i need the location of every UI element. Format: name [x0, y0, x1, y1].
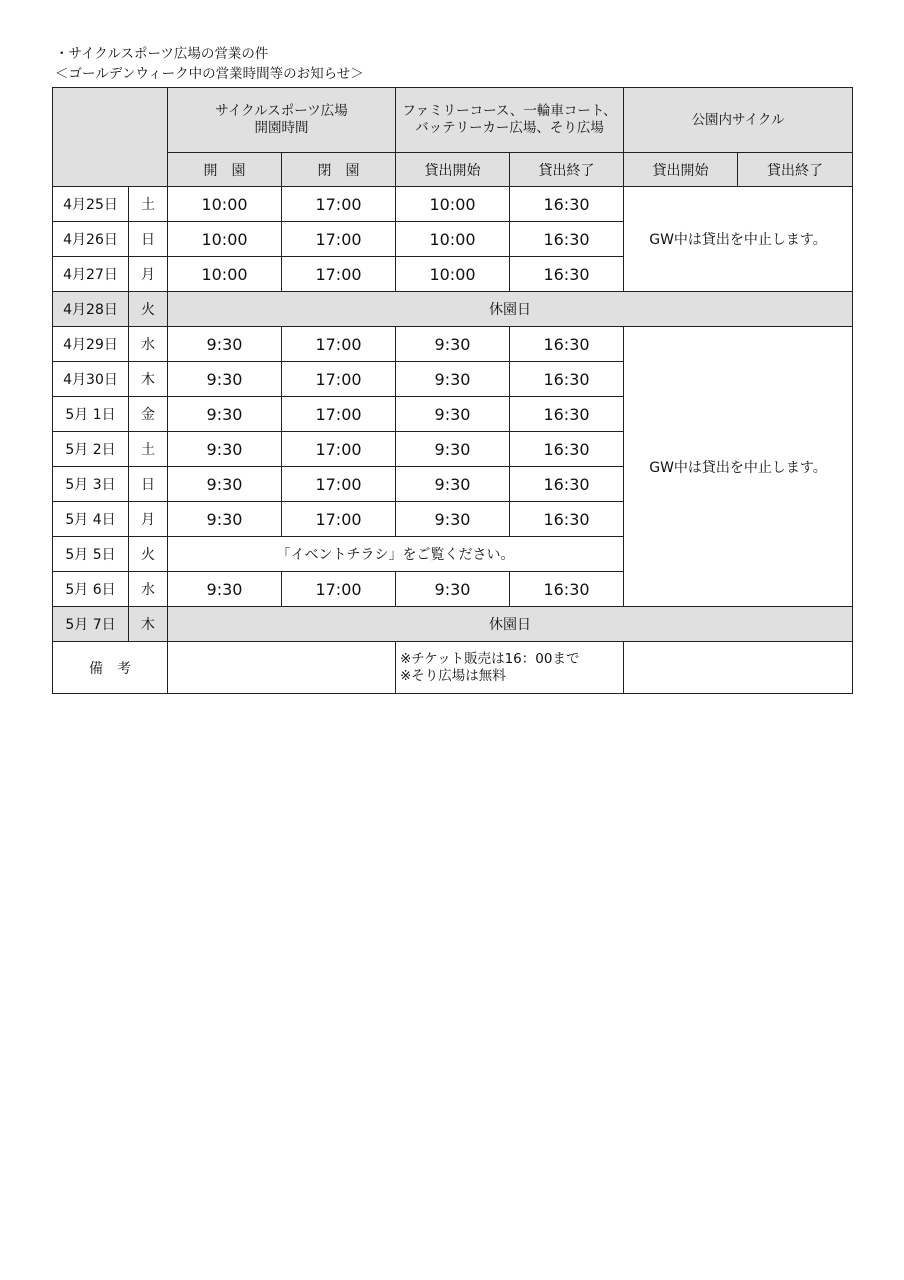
rent-start-cell: 10:00 — [396, 187, 510, 222]
closed-day-cell: 休園日 — [168, 607, 853, 642]
rent-start-cell: 9:30 — [396, 327, 510, 362]
rent-start-cell: 9:30 — [396, 362, 510, 397]
open-time-cell: 10:00 — [168, 222, 282, 257]
close-time-cell: 17:00 — [282, 257, 396, 292]
rent-start-cell: 9:30 — [396, 502, 510, 537]
date-cell: 5月 1日 — [53, 397, 129, 432]
close-time-cell: 17:00 — [282, 467, 396, 502]
date-cell: 4月25日 — [53, 187, 129, 222]
rent-end-cell: 16:30 — [510, 432, 624, 467]
weekday-cell: 木 — [129, 362, 168, 397]
rent-end-cell: 16:30 — [510, 572, 624, 607]
rent-end-cell: 16:30 — [510, 187, 624, 222]
date-cell: 5月 4日 — [53, 502, 129, 537]
rent-start-cell: 9:30 — [396, 432, 510, 467]
rent-end-cell: 16:30 — [510, 397, 624, 432]
document-title: ・サイクルスポーツ広場の営業の件 — [55, 46, 269, 62]
date-cell: 5月 7日 — [53, 607, 129, 642]
close-time-cell: 17:00 — [282, 572, 396, 607]
close-time-cell: 17:00 — [282, 397, 396, 432]
weekday-cell: 月 — [129, 257, 168, 292]
date-cell: 4月28日 — [53, 292, 129, 327]
notes-cycle-plaza-cell — [168, 642, 396, 694]
weekday-cell: 日 — [129, 467, 168, 502]
date-cell: 5月 6日 — [53, 572, 129, 607]
header-row-columns — [53, 153, 853, 187]
open-time-cell: 9:30 — [168, 397, 282, 432]
table-row — [53, 327, 853, 362]
closed-day-cell: 休園日 — [168, 292, 853, 327]
cycle-notice-cell: GW中は貸出を中止します。 — [624, 187, 853, 292]
header-cycle-rent-end: 貸出終了 — [738, 153, 853, 187]
open-time-cell: 9:30 — [168, 572, 282, 607]
rent-end-cell: 16:30 — [510, 467, 624, 502]
open-time-cell: 9:30 — [168, 362, 282, 397]
open-time-cell: 10:00 — [168, 257, 282, 292]
schedule-table — [52, 87, 853, 694]
header-cycle-sports-plaza — [168, 88, 396, 153]
table-row-closed — [53, 607, 853, 642]
weekday-cell: 土 — [129, 187, 168, 222]
rent-end-cell: 16:30 — [510, 222, 624, 257]
header-park-cycle: 公園内サイクル — [624, 88, 853, 153]
date-cell: 5月 3日 — [53, 467, 129, 502]
table-row — [53, 187, 853, 222]
rent-start-cell: 9:30 — [396, 397, 510, 432]
weekday-cell: 月 — [129, 502, 168, 537]
table-row-closed — [53, 292, 853, 327]
notes-label: 備 考 — [53, 642, 168, 694]
header-family-course-line2: バッテリーカー広場、そり広場 — [415, 120, 604, 136]
rent-start-cell: 9:30 — [396, 467, 510, 502]
weekday-cell: 水 — [129, 572, 168, 607]
rent-end-cell: 16:30 — [510, 362, 624, 397]
close-time-cell: 17:00 — [282, 187, 396, 222]
notes-row — [53, 642, 853, 694]
rent-end-cell: 16:30 — [510, 327, 624, 362]
open-time-cell: 9:30 — [168, 502, 282, 537]
close-time-cell: 17:00 — [282, 362, 396, 397]
close-time-cell: 17:00 — [282, 502, 396, 537]
rent-end-cell: 16:30 — [510, 257, 624, 292]
cycle-notice-cell: GW中は貸出を中止します。 — [624, 327, 853, 607]
open-time-cell: 10:00 — [168, 187, 282, 222]
header-open: 開 園 — [168, 153, 282, 187]
open-time-cell: 9:30 — [168, 432, 282, 467]
weekday-cell: 日 — [129, 222, 168, 257]
weekday-cell: 火 — [129, 537, 168, 572]
rent-start-cell: 10:00 — [396, 222, 510, 257]
close-time-cell: 17:00 — [282, 327, 396, 362]
notes-line-ticket: ※チケット販売は16：00まで — [400, 650, 580, 667]
date-cell: 4月30日 — [53, 362, 129, 397]
date-cell: 5月 2日 — [53, 432, 129, 467]
event-notice-cell: 「イベントチラシ」をご覧ください。 — [168, 537, 624, 572]
header-rent-start: 貸出開始 — [396, 153, 510, 187]
header-family-course — [396, 88, 624, 153]
date-cell: 4月29日 — [53, 327, 129, 362]
rent-end-cell: 16:30 — [510, 502, 624, 537]
header-cycle-sports-plaza-line1: サイクルスポーツ広場 — [215, 103, 348, 119]
open-time-cell: 9:30 — [168, 467, 282, 502]
close-time-cell: 17:00 — [282, 222, 396, 257]
weekday-cell: 水 — [129, 327, 168, 362]
weekday-cell: 土 — [129, 432, 168, 467]
date-cell: 5月 5日 — [53, 537, 129, 572]
header-corner-cell — [53, 88, 168, 187]
document-subtitle: ＜ゴールデンウィーク中の営業時間等のお知らせ＞ — [55, 66, 364, 82]
close-time-cell: 17:00 — [282, 432, 396, 467]
header-cycle-sports-plaza-line2: 開園時間 — [254, 120, 309, 136]
notes-park-cycle-cell — [624, 642, 853, 694]
weekday-cell: 火 — [129, 292, 168, 327]
header-family-course-line1: ファミリーコース、一輪車コート、 — [402, 103, 617, 119]
date-cell: 4月26日 — [53, 222, 129, 257]
date-cell: 4月27日 — [53, 257, 129, 292]
header-close: 閉 園 — [282, 153, 396, 187]
header-row-groups — [53, 88, 853, 153]
notes-line-sled: ※そり広場は無料 — [400, 667, 506, 684]
weekday-cell: 木 — [129, 607, 168, 642]
header-cycle-rent-start: 貸出開始 — [624, 153, 738, 187]
header-rent-end: 貸出終了 — [510, 153, 624, 187]
rent-start-cell: 9:30 — [396, 572, 510, 607]
rent-start-cell: 10:00 — [396, 257, 510, 292]
weekday-cell: 金 — [129, 397, 168, 432]
notes-family-course-cell — [396, 642, 624, 694]
open-time-cell: 9:30 — [168, 327, 282, 362]
